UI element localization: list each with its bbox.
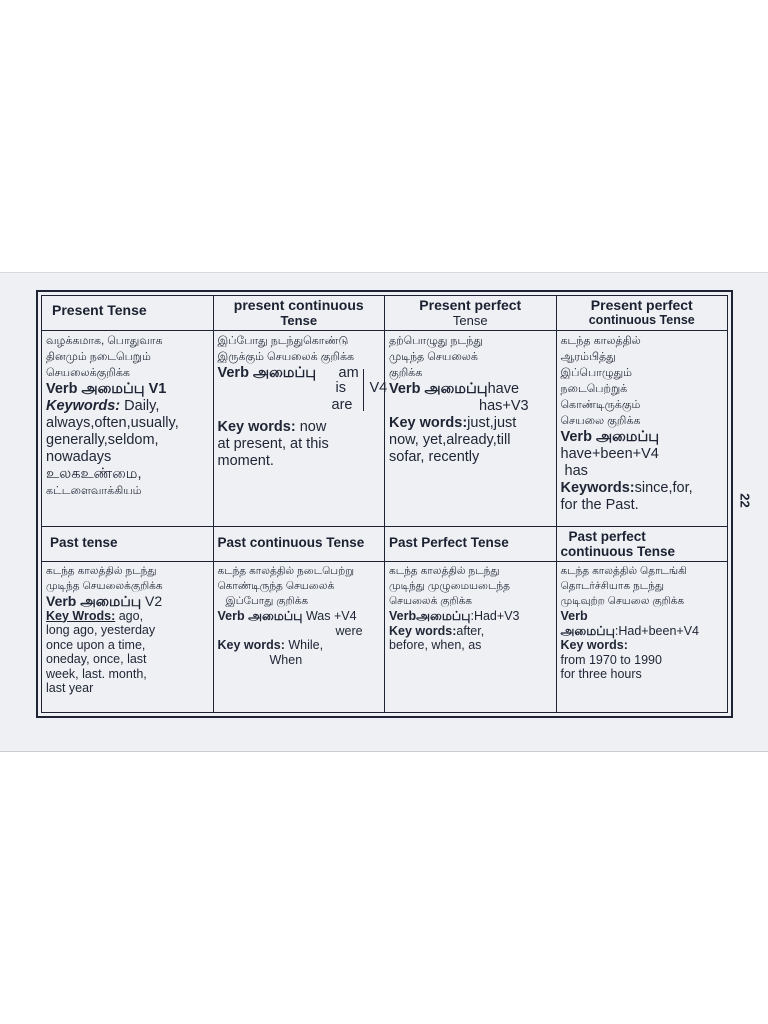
past-tamil-2: முடிந்த செயலைக்குறிக்க (46, 580, 163, 592)
past-perfect-tamil-1: கடந்த காலத்தில் நடந்து (389, 565, 500, 577)
past-keywords-label: Key Wrods: (46, 608, 116, 623)
past-perfect-continuous-verb-label: Verb அமைப்பு (560, 609, 615, 638)
header-present-continuous-line2: Tense (280, 313, 318, 328)
past-perfect-keywords-line1 (389, 624, 552, 639)
present-perfect-tamil-3: குறிக்க (389, 367, 423, 379)
header-present-tense (42, 296, 214, 331)
header-present-perfect-continuous (556, 296, 728, 331)
past-v2: V2 (141, 593, 163, 609)
present-continuous-v4: V4 (369, 380, 388, 396)
present-perfect-keywords-line1 (389, 415, 552, 432)
tense-card (0, 272, 768, 752)
past-keywords-5: week, last. month, (46, 666, 147, 681)
past-continuous-tamil-2: கொண்டிருந்த செயலைக் (217, 580, 335, 592)
header-row-present (42, 296, 728, 331)
present-continuous-keywords-2: at present, at this (217, 436, 329, 452)
tense-table (41, 295, 728, 713)
past-verb-line (46, 594, 209, 609)
past-perfect-continuous-keywords-label: Key words: (560, 638, 628, 652)
header-present-perfect-continuous-text (561, 298, 724, 328)
past-keywords-6: last year (46, 681, 94, 695)
past-perfect-continuous-tamil-1: கடந்த காலத்தில் தொடங்கி (560, 565, 687, 577)
present-continuous-is: is (335, 380, 346, 396)
past-continuous-were: were (335, 623, 363, 638)
present-keywords-5: கட்டளைவாக்கியம் (46, 485, 142, 497)
cell-past-continuous (213, 562, 385, 713)
header-past-perfect-continuous-line2: continuous Tense (560, 544, 676, 559)
past-continuous-tamil-3: இப்போது குறிக்க (225, 595, 309, 607)
present-keywords-label: Keywords: (46, 398, 121, 414)
past-perfect-tamil-2: முடிந்து முழுமையடைந்த (389, 580, 510, 592)
past-perfect-continuous-keywords-2: for three hours (560, 667, 642, 681)
header-past-tense (42, 527, 214, 562)
present-perfect-continuous-tamil-5: கொண்டிருக்கும் (560, 399, 641, 411)
present-perfect-verb-line (389, 381, 552, 398)
present-perfect-continuous-keywords-label: Keywords: (560, 480, 635, 496)
header-past-perfect-continuous-line1: Past perfect (568, 529, 646, 544)
present-continuous-verb-block (217, 365, 388, 415)
past-keywords-3: once upon a time, (46, 637, 146, 652)
present-continuous-verb-label: Verb அமைப்பு (217, 365, 317, 381)
tense-table-frame (36, 290, 733, 718)
header-present-perfect-continuous-line1: Present perfect (590, 297, 693, 313)
past-continuous-verb-label: Verb அமைப்பு (217, 609, 303, 623)
present-perfect-have: have (487, 381, 520, 397)
present-continuous-bracket (363, 369, 364, 411)
present-continuous-keywords-3: moment. (217, 453, 274, 469)
header-past-continuous-label: Past continuous Tense (217, 535, 365, 550)
header-present-continuous (213, 296, 385, 331)
past-verb-label: Verb அமைப்பு (46, 593, 142, 609)
present-perfect-verb-label: Verb அமைப்பு (389, 381, 488, 397)
present-continuous-tamil-1: இப்போது நடந்துகொண்டு (217, 335, 349, 347)
header-past-perfect-continuous (556, 527, 728, 562)
present-continuous-are: are (331, 397, 353, 413)
header-present-perfect-line1: Present perfect (419, 297, 522, 313)
past-continuous-verb-line (218, 609, 381, 624)
present-perfect-tamil-2: முடிந்த செயலைக் (389, 351, 478, 363)
past-perfect-continuous-verb-line (561, 609, 724, 638)
present-perfect-continuous-verb-label: Verb அமைப்பு (560, 429, 660, 445)
present-perfect-keywords-3: sofar, recently (389, 449, 480, 465)
past-tamil-1: கடந்த காலத்தில் நடந்து (46, 565, 157, 577)
present-tamil-3: செயலைக்குறிக்க (46, 367, 130, 379)
header-present-label: Present Tense (52, 302, 147, 318)
past-perfect-keywords-1: after, (456, 623, 485, 638)
past-perfect-tamil-3: செயலைக் குறிக்க (389, 595, 473, 607)
present-perfect-keywords-1: just,just (467, 415, 517, 431)
present-perfect-keywords-label: Key words: (389, 415, 468, 431)
cell-past-perfect (385, 562, 557, 713)
body-row-past (42, 562, 728, 713)
past-continuous-was: Was +V4 (302, 609, 357, 623)
past-continuous-keywords-label: Key words: (217, 638, 285, 652)
present-keywords-2: always,often,usually, (46, 415, 179, 431)
past-keywords-2: long ago, yesterday (46, 623, 156, 637)
present-perfect-continuous-keywords-line1 (561, 480, 724, 497)
header-present-continuous-line1: present continuous (233, 297, 364, 313)
present-keywords-line1 (46, 398, 209, 415)
cell-past-perfect-continuous (556, 562, 728, 713)
present-perfect-continuous-has: has (564, 463, 588, 479)
past-continuous-tamil-1: கடந்த காலத்தில் நடைபெற்று (217, 565, 354, 577)
body-row-present (42, 331, 728, 527)
header-past-label: Past tense (50, 535, 118, 550)
past-perfect-continuous-formula: :Had+been+V4 (614, 623, 699, 638)
cell-present-perfect (385, 331, 557, 527)
header-present-perfect-continuous-line2: continuous Tense (588, 313, 695, 327)
header-present-perfect (385, 296, 557, 331)
present-continuous-am: am (338, 365, 359, 381)
header-past-perfect-continuous-text (561, 529, 724, 559)
past-continuous-keywords-line1 (218, 638, 381, 653)
present-continuous-keywords-1: now (295, 419, 327, 435)
present-verb-structure: Verb அமைப்பு V1 (46, 381, 167, 397)
present-keywords-1: Daily, (120, 398, 160, 414)
cell-present-perfect-continuous (556, 331, 728, 527)
present-tamil-2: தினமும் நடைபெறும் (46, 351, 151, 363)
present-perfect-continuous-tamil-4: நடைபெற்றுக் (560, 383, 628, 395)
cell-past-tense (42, 562, 214, 713)
cell-present-continuous (213, 331, 388, 527)
past-continuous-keywords-2: When (269, 652, 303, 667)
header-row-past (42, 527, 728, 562)
header-present-perfect-text (389, 298, 552, 328)
present-perfect-continuous-keywords-1: since,for, (634, 480, 693, 496)
past-perfect-keywords-2: before, when, as (389, 638, 482, 652)
present-keywords-3: generally,seldom, (46, 432, 159, 448)
header-past-continuous (213, 527, 385, 562)
present-perfect-continuous-tamil-2: ஆரம்பித்து (560, 351, 616, 363)
present-perfect-continuous-tamil-3: இப்பொழுதும் (560, 367, 633, 379)
header-past-perfect-label: Past Perfect Tense (389, 535, 509, 550)
cell-present-tense (42, 331, 214, 527)
present-perfect-has: has+V3 (479, 398, 529, 414)
present-tamil-1: வழக்கமாக, பொதுவாக (46, 335, 163, 347)
past-keywords-4: oneday, once, last (46, 652, 147, 666)
present-perfect-continuous-have-been: have+been+V4 (560, 446, 659, 462)
present-continuous-keywords-line1 (218, 419, 381, 436)
present-perfect-tamil-1: தற்பொழுது நடந்து (389, 335, 483, 347)
present-perfect-continuous-keywords-2: for the Past. (560, 497, 639, 513)
present-perfect-continuous-tamil-1: கடந்த காலத்தில் (560, 335, 641, 347)
past-keywords-line1 (46, 609, 209, 624)
past-perfect-continuous-tamil-2: தொடர்ச்சியாக நடந்து (560, 580, 664, 592)
past-keywords-1: ago, (115, 608, 144, 623)
header-present-perfect-line2: Tense (452, 313, 488, 328)
present-continuous-keywords-label: Key words: (217, 419, 296, 435)
past-perfect-continuous-keywords-1: from 1970 to 1990 (560, 652, 662, 667)
present-perfect-keywords-2: now, yet,already,till (389, 432, 511, 448)
past-perfect-verb-label: Verbஅமைப்பு (389, 609, 471, 623)
page-number: 22 (737, 493, 753, 508)
past-perfect-keywords-label: Key words: (389, 623, 457, 638)
past-perfect-continuous-tamil-3: முடிவுற்ற செயலை குறிக்க (560, 595, 685, 607)
header-present-continuous-text (218, 298, 381, 328)
present-keywords-4: nowadays உலகஉண்மை, (46, 449, 142, 482)
header-past-perfect (385, 527, 557, 562)
present-continuous-tamil-2: இருக்கும் செயலைக் குறிக்க (217, 351, 355, 363)
past-perfect-verb-line (389, 609, 552, 624)
past-continuous-keywords-1: While, (284, 638, 324, 652)
past-perfect-formula: :Had+V3 (470, 609, 520, 623)
present-perfect-continuous-tamil-6: செயலை குறிக்க (560, 415, 641, 427)
